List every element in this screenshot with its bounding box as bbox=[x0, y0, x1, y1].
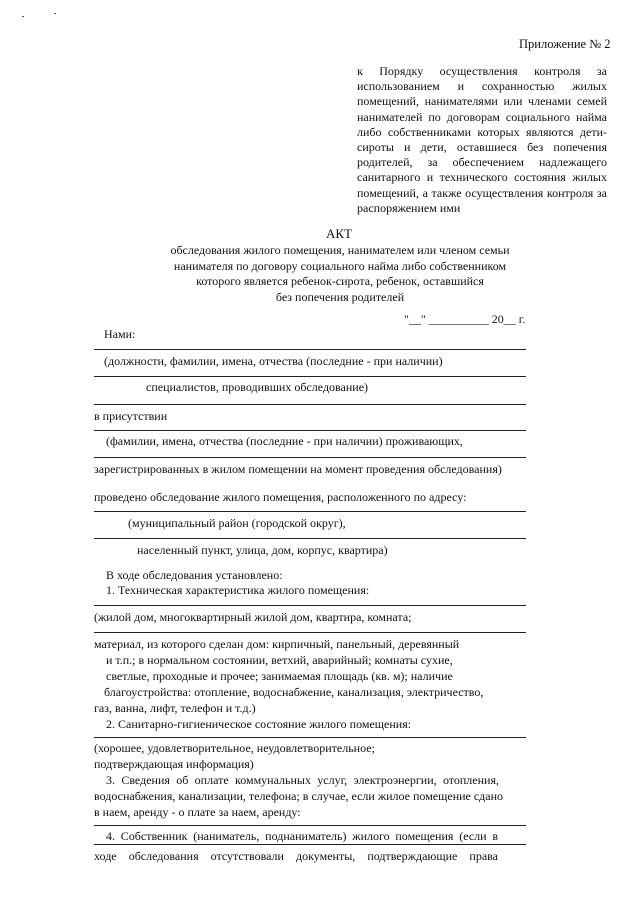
hint-district: (муниципальный район (городской округ), bbox=[128, 516, 346, 530]
attachment-line: родителей, за обеспечением надлежащего bbox=[357, 155, 607, 170]
attachment-line: распоряжением ими bbox=[357, 200, 461, 215]
attachment-line: санитарного и технического состояния жилых bbox=[357, 170, 607, 185]
attachment-line: использованием и сохранностью жилых bbox=[357, 79, 607, 94]
item-1-material-line: газ, ванна, лифт, телефон и т.д.) bbox=[94, 701, 256, 715]
fill-line-settlement bbox=[94, 538, 526, 539]
item-4-line: 4. Собственник (наниматель, поднаниматель) жилого помещения (если в bbox=[106, 829, 498, 843]
by-us-label: Нами: bbox=[104, 327, 136, 341]
fill-line-positions bbox=[94, 349, 526, 350]
item-1-material-line: благоустройства: отопление, водоснабжение, канализация, электричество, bbox=[104, 685, 484, 699]
item-1-material-line: светлые, проходные и прочее; занимаемая площадь (кв. м); наличие bbox=[106, 669, 453, 683]
scan-speck bbox=[22, 16, 24, 17]
attachment-line: либо собственниками которых являются дети- bbox=[357, 124, 607, 139]
act-subtitle-line: нанимателя по договору социального найма либо собственником bbox=[173, 258, 507, 273]
item-2-hint-line: подтверждающая информация) bbox=[94, 757, 254, 771]
date-line: "__" __________ 20__ г. bbox=[404, 312, 526, 326]
fill-line-presence bbox=[94, 404, 526, 405]
item-3-line: 3. Сведения об оплате коммунальных услуг, электроэнергии, отопления, bbox=[106, 773, 499, 787]
inspection-done-text: проведено обследование жилого помещения, расположенного по адресу: bbox=[94, 490, 467, 504]
fill-line-specialists bbox=[94, 376, 526, 377]
attachment-line: нанимателей по договорам социального найма bbox=[357, 109, 607, 124]
act-subtitle-line: обследования жилого помещения, нанимателем или членом семьи bbox=[170, 243, 510, 257]
scan-speck bbox=[54, 13, 56, 14]
appendix-label: Приложение № 2 bbox=[519, 37, 611, 51]
fill-line-residents bbox=[94, 430, 526, 431]
attachment-line: помещений, а также осуществления контроля за bbox=[357, 185, 607, 200]
hint-specialists: специалистов, проводивших обследование) bbox=[146, 380, 369, 394]
item-4-line: ходе обследования отсутствовали документы, подтверждающие права bbox=[94, 849, 498, 863]
item-1-hint: (жилой дом, многоквартирный жилой дом, квартира, комната; bbox=[94, 610, 412, 624]
fill-line-item2 bbox=[94, 737, 526, 738]
item-2-hint-line: (хорошее, удовлетворительное, неудовлетворительное; bbox=[94, 741, 375, 755]
hint-settlement: населенный пункт, улица, дом, корпус, квартира) bbox=[137, 543, 388, 557]
fill-line-item3-b bbox=[94, 844, 526, 845]
act-subtitle-line: которого является ребенок-сирота, ребенок, оставшийся bbox=[196, 274, 484, 288]
attachment-block bbox=[357, 64, 607, 216]
fill-line-registered bbox=[94, 457, 526, 458]
attachment-line: к Порядку осуществления контроля за bbox=[357, 64, 607, 78]
fill-line-item1-b bbox=[94, 632, 526, 633]
item-3-line: в наем, аренду - о плате за наем, аренду: bbox=[94, 805, 301, 819]
item-3-line: водоснабжения, канализации, телефона; в случае, если жилое помещение сдано bbox=[94, 789, 504, 803]
hint-positions: (должности, фамилии, имена, отчества (последние - при наличии) bbox=[104, 354, 443, 368]
established-text: В ходе обследования установлено: bbox=[106, 568, 283, 582]
act-subtitle-line: без попечения родителей bbox=[275, 289, 405, 304]
in-presence-label: в присутствии bbox=[94, 409, 168, 423]
item-1-material-line: материал, из которого сделан дом: кирпичный, панельный, деревянный bbox=[94, 637, 460, 651]
item-1-heading: 1. Техническая характеристика жилого помещения: bbox=[106, 583, 370, 597]
act-subtitle bbox=[150, 243, 530, 305]
attachment-line: сироты и дети, оставшиеся без попечения bbox=[357, 140, 607, 155]
item-2-heading: 2. Санитарно-гигиеническое состояние жилого помещения: bbox=[106, 717, 412, 731]
fill-line-district bbox=[94, 511, 526, 512]
item-1-material-line: и т.п.; в нормальном состоянии, ветхий, аварийный; комнаты сухие, bbox=[106, 653, 453, 667]
attachment-line: помещений, нанимателями или членами семей bbox=[357, 94, 607, 109]
act-title: АКТ bbox=[326, 226, 352, 241]
fill-line-item1-a bbox=[94, 605, 526, 606]
hint-registered: зарегистрированных в жилом помещении на момент проведения обследования) bbox=[94, 462, 502, 476]
hint-residents: (фамилии, имена, отчества (последние - при наличии) проживающих, bbox=[106, 434, 463, 448]
fill-line-item3-a bbox=[94, 825, 526, 826]
